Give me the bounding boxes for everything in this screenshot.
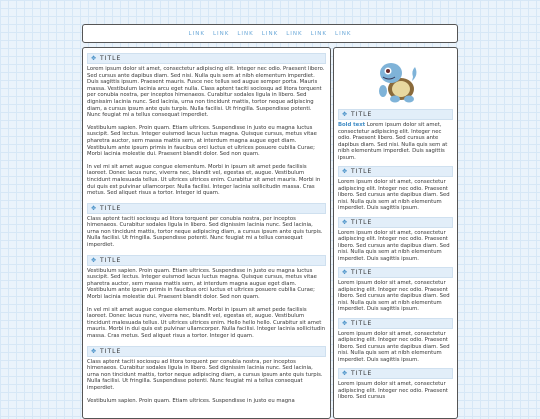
nav-link-2[interactable]: LINK: [212, 30, 230, 37]
sparkle-icon: ✥: [342, 218, 349, 226]
paragraph: Class aptent taciti sociosqu ad litora torquent per conubia nostra, per inceptos himenaeos. Curabitur sodales ligula in libero. Sed dignissim lacinia nunc. Sed lacinia, urna non tincidunt mattis, tortor neque adipiscing diam, a cursus ipsum ante quis turpis. Nulla facilisi. Ut fringilla. Suspendisse potenti. Nunc feugiat mi a tellus consequat imperdiet.: [87, 215, 323, 249]
main-section-title: [87, 346, 326, 357]
sidebar-section-title: [338, 217, 453, 228]
main-section-title: [87, 203, 326, 214]
sparkle-icon: ✥: [342, 168, 349, 175]
paragraph: Class aptent taciti sociosqu ad litora torquent per conubia nostra, per inceptos himenaeos. Curabitur sodales ligula in libero. Sed dignissim lacinia nunc. Sed lacinia, urna non tincidunt mattis, tortor neque adipiscing diam, a cursus ipsum ante quis turpis. Nulla facilisi. Ut fringilla. Suspendisse potenti. Nunc feugiat mi a tellus consequat imperdiet.: [87, 358, 323, 391]
section-title-text: TITLE: [100, 347, 122, 355]
section-title-text: TITLE: [100, 256, 122, 264]
paragraph: Vestibulum sapien. Proin quam. Etiam ultrices. Suspendisse in justo eu magna: [87, 397, 295, 404]
nav-link-7[interactable]: LINK: [335, 30, 352, 37]
sparkle-icon: ✥: [342, 111, 349, 118]
nav-link-5[interactable]: LINK: [286, 30, 303, 37]
sidebar-paragraph: [338, 122, 453, 161]
sidebar-paragraph: Lorem ipsum dolor sit amet, consectetur adipiscing elit. Integer nec odio. Praesent libero. Sed cursus: [338, 381, 448, 400]
top-nav: [82, 24, 458, 43]
sidebar-paragraph: Lorem ipsum dolor sit amet, consectetur adipiscing elit. Integer nec odio. Praesent libero. Sed cursus ante dapibus diam. Sed nisi. Nulla quis sem at nibh elementum imperdiet. Duis sagittis ipsum.: [338, 330, 450, 363]
section-title-text: TITLE: [100, 55, 122, 62]
sidebar-section-title: [338, 166, 453, 177]
section-title-text: TITLE: [100, 204, 122, 212]
sparkle-icon: ✥: [91, 347, 98, 355]
paragraph: In vel mi sit amet augue congue elementum. Morbi in ipsum sit amet pede facilisis laoreet. Donec lacus nunc, viverra nec, blandit vel, egestas et, augue. Vestibulum tincidunt malesuada tellus. Ut ultrices ultrices enim. Hello hello hello. Curabitur sit amet mauris. Morbi in dui quis est pulvinar ullamcorper. Nulla facilisi. Integer lacinia sollicitudin massa. Cras metus. Sed aliquet risus a tortor. Integer id quam.: [87, 306, 326, 339]
sparkle-icon: ✥: [91, 204, 98, 212]
sidebar-section-title: [338, 109, 453, 120]
sparkle-icon: ✥: [91, 55, 98, 62]
paragraph: Vestibulum sapien. Proin quam. Etiam ultrices. Suspendisse in justo eu magna luctus suscipit. Sed lectus. Integer euismod lacus luctus magna. Quisque cursus, metus vitae pharetra auctor, sem massa mattis sem, at interdum magna augue eget diam. Vestibulum ante ipsum primis in faucibus orci luctus et ultrices posuere cubilia Curae; Morbi lacinia molestie dui. Praesent blandit dolor. Sed non quam.: [87, 124, 317, 158]
section-title-text: TITLE: [351, 269, 373, 276]
sidebar-section-title: [338, 368, 453, 379]
sparkle-icon: ✥: [91, 256, 98, 264]
nav-link-1[interactable]: LINK: [188, 30, 205, 37]
sidebar-section-title: [338, 267, 453, 278]
sparkle-icon: ✥: [342, 269, 349, 276]
section-title-text: TITLE: [351, 218, 373, 226]
paragraph: Vestibulum sapien. Proin quam. Etiam ultrices. Suspendisse in justo eu magna luctus suscipit. Sed lectus. Integer euismod lacus luctus magna. Quisque cursus, metus vitae pharetra auctor, sem massa mattis sem, at interdum magna augue eget diam. Vestibulum ante ipsum primis in faucibus orci luctus et ultrices posuere cubilia Curae; Morbi lacinia molestie dui. Praesent blandit dolor. Sed non quam.: [87, 267, 317, 301]
sidebar-paragraph: Lorem ipsum dolor sit amet, consectetur adipiscing elit. Integer nec odio. Praesent libero. Sed cursus ante dapibus diam. Sed nisi. Nulla quis sem at nibh elementum imperdiet. Duis sagittis ipsum.: [338, 179, 450, 211]
sidebar-paragraph: Lorem ipsum dolor sit amet, consectetur adipiscing elit. Integer nec odio. Praesent libero. Sed cursus ante dapibus diam. Sed nisi. Nulla quis sem at nibh elementum imperdiet. Duis sagittis ipsum.: [338, 280, 450, 312]
main-section-title: [87, 53, 326, 64]
paragraph: In vel mi sit amet augue congue elementum. Morbi in ipsum sit amet pede facilisis laoreet. Donec lacus nunc, viverra nec, blandit vel, egestas et, augue. Vestibulum tincidunt malesuada tellus. Ut ultrices ultrices enim. Curabitur sit amet mauris. Morbi in dui quis est pulvinar ullamcorper. Nulla facilisi. Integer lacinia sollicitudin massa. Cras metus. Sed aliquet risus a tortor. Integer id quam.: [87, 163, 321, 197]
paragraph: Lorem ipsum dolor sit amet, consectetur adipiscing elit. Integer nec odio. Praesent libero. Sed cursus ante dapibus diam. Sed nisi. Nulla quis sem at nibh elementum imperdiet. Duis sagittis ipsum. Praesent mauris. Fusce nec tellus sed augue semper porta. Mauris massa. Vestibulum lacinia arcu eget nulla. Class aptent taciti sociosqu ad litora torquent per conubia nostra, per inceptos himenaeos. Curabitur sodales ligula in libero. Sed dignissim lacinia nunc. Sed lacinia, urna non tincidunt mattis, tortor neque adipiscing diam, a cursus ipsum ante quis turpis. Nulla facilisi. Ut fringilla. Suspendisse potenti. Nunc feugiat mi a tellus consequat imperdiet.: [87, 66, 325, 119]
main-content: [82, 47, 331, 419]
nav-link-4[interactable]: LINK: [261, 30, 279, 37]
sidebar-paragraph: Lorem ipsum dolor sit amet, consectetur adipiscing elit. Integer nec odio. Praesent libero. Sed cursus ante dapibus diam. Sed nisi. Nulla quis sem at nibh elementum imperdiet. Duis sagittis ipsum.: [338, 229, 450, 262]
bold-text: Bold text: [338, 122, 366, 128]
main-section-title: [87, 255, 326, 266]
section-title-text: TITLE: [351, 111, 373, 118]
squirtle-avatar-icon: [373, 57, 419, 105]
nav-link-6[interactable]: LINK: [310, 30, 328, 37]
section-title-text: TITLE: [351, 168, 373, 175]
sidebar: [333, 47, 458, 419]
sidebar-section-title: [338, 318, 453, 329]
section-title-text: TITLE: [351, 370, 373, 377]
sparkle-icon: ✥: [342, 370, 349, 377]
nav-link-3[interactable]: LINK: [237, 30, 254, 37]
sparkle-icon: ✥: [342, 319, 349, 327]
sidebar-text: Lorem ipsum dolor sit amet, consectetur adipiscing elit. Integer nec odio. Praesent libero. Sed cursus ante dapibus diam. Sed nisi. Nulla quis sem at nibh elementum imperdiet. Duis sagittis ipsum.: [338, 122, 448, 161]
section-title-text: TITLE: [351, 319, 373, 327]
